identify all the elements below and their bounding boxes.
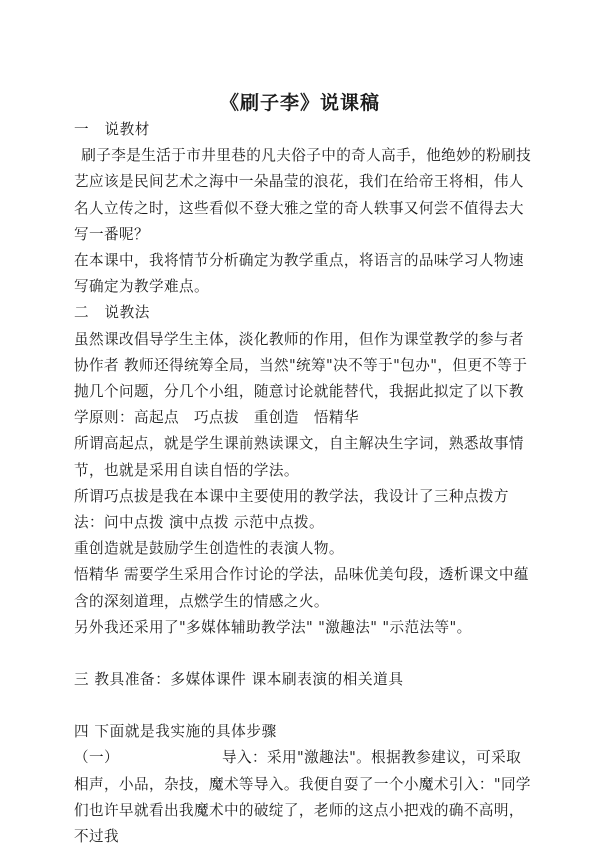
paragraph: 重创造就是鼓励学生创造性的表演人物。 (74, 540, 344, 558)
spacer (74, 693, 536, 719)
spacer (74, 641, 536, 667)
paragraph: 虽然课改倡导学生主体，淡化教师的作用，但作为课堂教学的参与者 协作者 教师还得统筹全局，当然"统筹"决不等于"包办"，但更不等于抛几个问题，分几个小组，随意讨论就能替代，我据此拟定了以下教学原则：高起点 巧点拔 重创造 悟精华 (74, 330, 528, 427)
step-paragraph (74, 745, 536, 850)
paragraph: 所谓高起点，就是学生课前熟读课文，自主解决生字词，熟悉故事情节，也就是采用自读自悟的学法。 (74, 435, 524, 479)
section-heading-teaching-method: 二 说教法 (74, 304, 150, 322)
document-title: 《刷子李》说课稿 (219, 92, 380, 114)
step-text: 导入：采用"激趣法"。根据教参建议，可采取相声，小品，杂技，魔术等导入。我便自耍了一个小魔术引入："同学们也许早就看出我魔术中的破绽了，老师的这点小把戏的确不高明，不过我 (74, 749, 531, 846)
paragraph: 所谓巧点拔是我在本课中主要使用的教学法，我设计了三种点拨方法：问中点拨 演中点拨 示范中点拨。 (74, 487, 509, 532)
section-heading-teaching-material: 一 说教材 (74, 121, 150, 138)
paragraph: 另外我还采用了"多媒体辅助教学法" "激趣法" "示范法等"。 (74, 618, 472, 636)
paragraph: 悟精华 需要学生采用合作讨论的学法，品味优美句段，透析课文中蕴含的深刻道理，点燃学生的情感之火。 (74, 566, 529, 610)
step-label: （一） (74, 749, 119, 767)
section-heading-teaching-aids: 三 教具准备：多媒体课件 课本刷表演的相关道具 (74, 671, 404, 689)
document-body (74, 117, 536, 850)
paragraph: 在本课中，我将情节分析确定为教学重点，将语言的品味学习人物速写确定为教学难点。 (74, 252, 524, 296)
paragraph: 刷子李是生活于市井里巷的凡夫俗子中的奇人高手，他绝妙的粉刷技艺应该是民间艺术之海中一朵晶莹的浪花，我们在给帝王将相，伟人名人立传之时，这些看似不登大雅之堂的奇人轶事又何尝不值得去大写一番呢？ (74, 147, 532, 243)
section-heading-steps: 四 下面就是我实施的具体步骤 (74, 723, 277, 741)
